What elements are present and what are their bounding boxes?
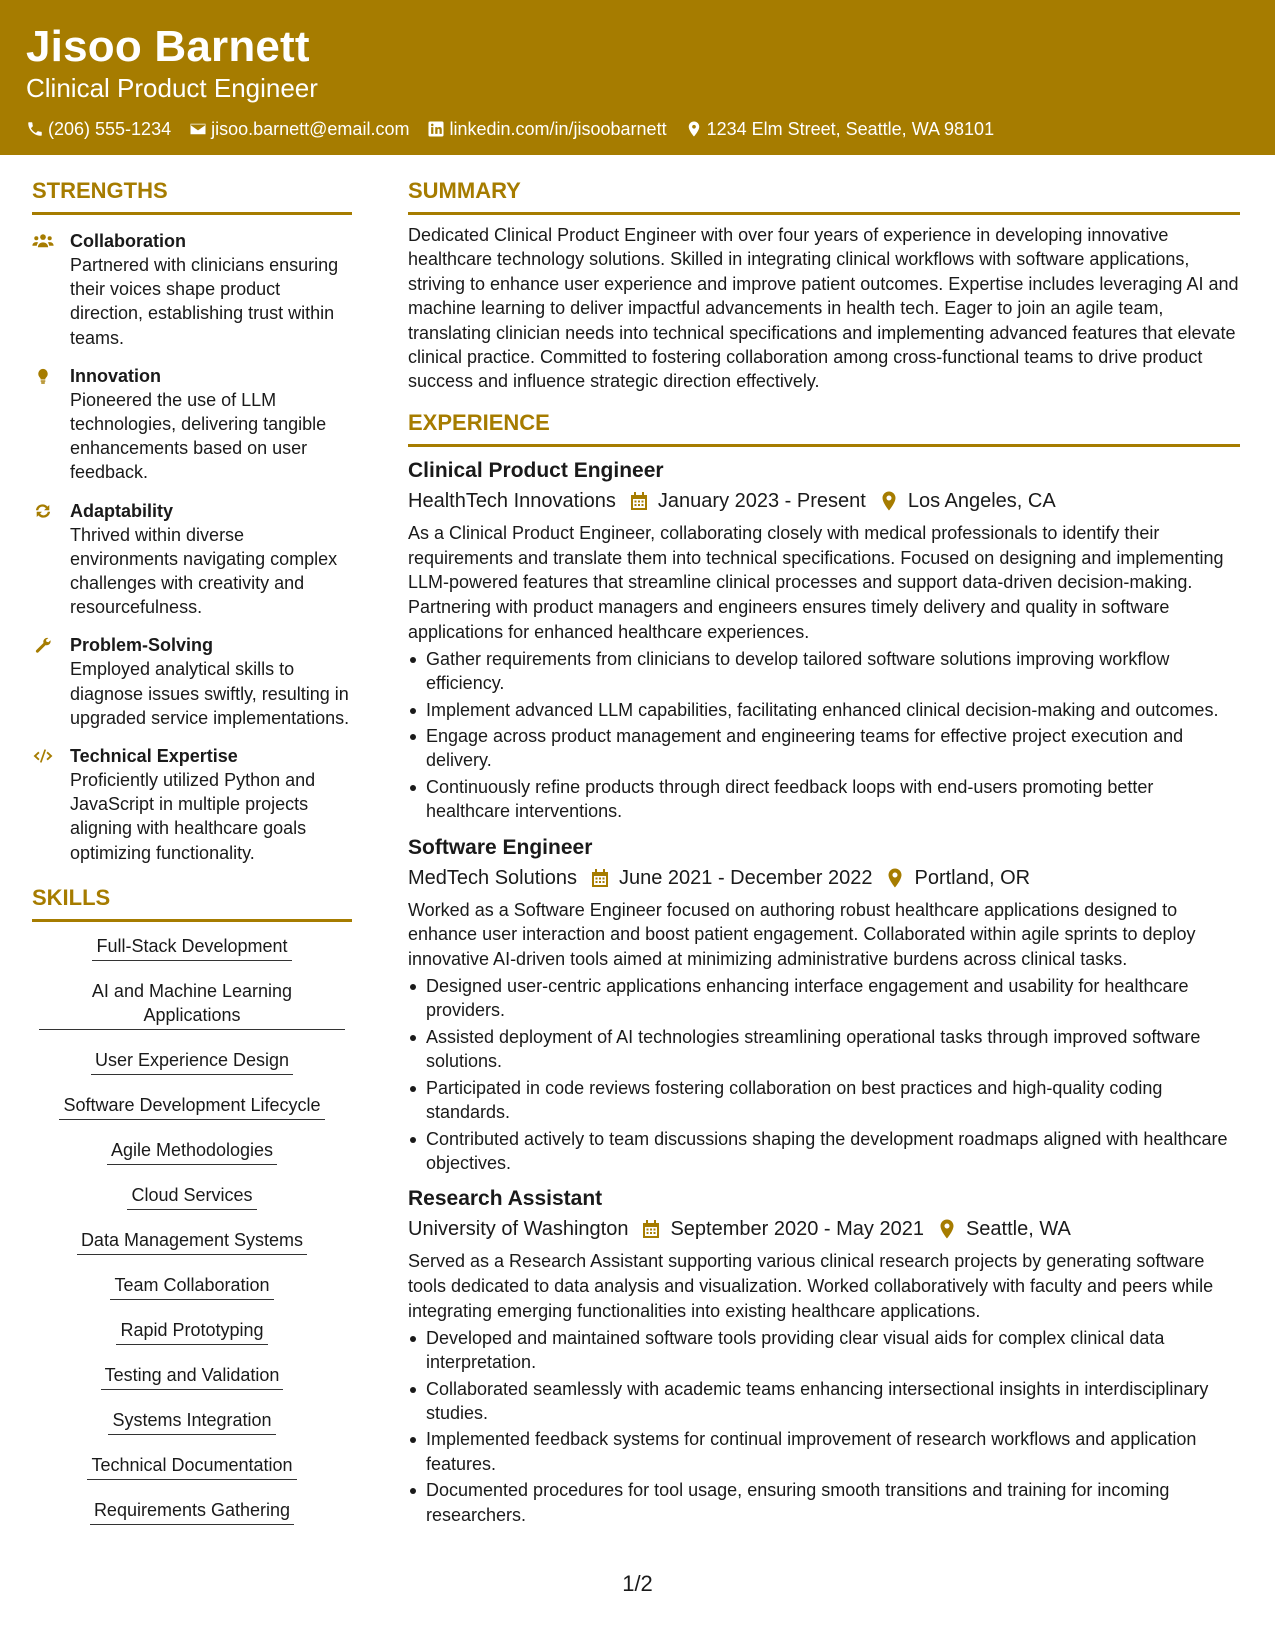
skill-tag: Rapid Prototyping: [116, 1318, 267, 1345]
job-meta: [408, 487, 1240, 515]
job-company: University of Washington: [408, 1218, 629, 1241]
skill-tag: AI and Machine Learning Applications: [39, 979, 345, 1030]
strength-item: [32, 633, 352, 730]
job-bullet: Continuously refine products through direct feedback loops with end-users promoting better healthcare interventions.: [408, 775, 1240, 824]
skill-tag: Technical Documentation: [87, 1453, 296, 1480]
contact-linkedin[interactable]: [427, 118, 666, 140]
map-pin-icon: [938, 1219, 956, 1239]
job-description: Served as a Research Assistant supporting various clinical research projects by generating software tools dedicated to data analysis and visualization. Worked collaboratively with faculty and peers while integrating emerging functionalities into existing healthcare applications.: [408, 1251, 1214, 1321]
skills-heading: SKILLS: [32, 883, 352, 922]
strength-item: [32, 229, 352, 350]
job-description: As a Clinical Product Engineer, collaborating closely with medical professionals to identify their requirements and translate them into technical specifications. Focused on designing and implementing LLM-powered features that streamline clinical processes and support data-driven decision-making. Partnering with product managers and engineers ensures timely delivery and quality in software applications for enhanced healthcare experiences.: [408, 522, 1224, 643]
envelope-icon: [189, 120, 207, 138]
job-bullets: [408, 1326, 1240, 1527]
skill-tag: Systems Integration: [108, 1408, 275, 1435]
skill-tag: Agile Methodologies: [107, 1138, 277, 1165]
job-dates: September 2020 - May 2021: [670, 1218, 924, 1241]
left-column: [32, 176, 352, 1543]
skill-tag: Testing and Validation: [101, 1363, 284, 1390]
strength-item: [32, 744, 352, 865]
job-bullets: [408, 647, 1240, 824]
job-title: Clinical Product Engineer: [408, 458, 664, 482]
job-bullet: Participated in code reviews fostering collaboration on best practices and high-quality coding standards.: [408, 1076, 1240, 1125]
strength-title: Technical Expertise: [70, 746, 238, 767]
job-bullet: Designed user-centric applications enhancing interface engagement and usability for healthcare providers.: [408, 974, 1240, 1023]
page-number: 1/2: [622, 1571, 653, 1596]
wrench-icon: [32, 635, 54, 655]
strength-title: Problem-Solving: [70, 635, 214, 656]
users-icon: [32, 231, 54, 251]
skills-list: [32, 934, 352, 1543]
contact-address-text: 1234 Elm Street, Seattle, WA 98101: [706, 119, 995, 139]
job-bullets: [408, 974, 1240, 1175]
calendar-icon: [630, 491, 648, 511]
job-location: Los Angeles, CA: [907, 489, 1056, 512]
job-title: Research Assistant: [408, 1187, 603, 1211]
job-bullet: Implement advanced LLM capabilities, facilitating enhanced clinical decision-making and outcomes.: [408, 698, 1240, 722]
job-dates: June 2021 - December 2022: [618, 866, 873, 889]
strengths-heading: STRENGTHS: [32, 176, 352, 215]
lightbulb-icon: [32, 366, 54, 386]
experience-heading: EXPERIENCE: [408, 408, 1240, 447]
contact-email-text: jisoo.barnett@email.com: [211, 119, 410, 139]
candidate-role: Clinical Product Engineer: [26, 73, 318, 103]
summary-heading: SUMMARY: [408, 176, 1240, 215]
skill-tag: Software Development Lifecycle: [59, 1093, 324, 1120]
strength-title: Adaptability: [70, 500, 174, 521]
contact-phone[interactable]: [26, 118, 171, 140]
job-bullet: Documented procedures for tool usage, ensuring smooth transitions and training for incoming researchers.: [408, 1478, 1240, 1527]
job-bullet: Contributed actively to team discussions shaping the development roadmaps aligned with healthcare objectives.: [408, 1127, 1240, 1176]
job-company: HealthTech Innovations: [408, 489, 616, 512]
skill-tag: Requirements Gathering: [90, 1498, 294, 1525]
strength-desc: Employed analytical skills to diagnose issues swiftly, resulting in upgraded service implementations.: [70, 659, 350, 728]
job-bullet: Collaborated seamlessly with academic teams enhancing intersectional insights in interdisciplinary studies.: [408, 1377, 1240, 1426]
contact-phone-text: (206) 555-1234: [48, 119, 172, 139]
skill-tag: Cloud Services: [127, 1183, 256, 1210]
contact-email[interactable]: [189, 118, 409, 140]
job-bullet: Developed and maintained software tools providing clear visual aids for complex clinical data interpretation.: [408, 1326, 1240, 1375]
right-column: [408, 176, 1240, 1529]
job-bullet: Assisted deployment of AI technologies streamlining operational tasks through improved software solutions.: [408, 1025, 1240, 1074]
job-bullet: Engage across product management and engineering teams for effective project execution and delivery.: [408, 724, 1240, 773]
summary-text: Dedicated Clinical Product Engineer with over four years of experience in developing innovative healthcare technology solutions. Skilled in integrating clinical workflows with software applications, striving to enhance user experience and improve patient outcomes. Expertise includes leveraging AI and machine learning to deliver impactful advancements in health tech. Eager to join an agile team, translating clinician needs into technical specifications and implementing advanced features that elevate clinical practice. Committed to fostering collaboration among cross-functional teams to drive product success and influence strategic direction effectively.: [408, 225, 1239, 392]
job-entry: [408, 457, 1240, 824]
calendar-icon: [591, 868, 609, 888]
strength-desc: Partnered with clinicians ensuring their voices shape product direction, establishing trust within teams.: [70, 255, 339, 348]
job-dates: January 2023 - Present: [657, 489, 866, 512]
job-bullet: Gather requirements from clinicians to develop tailored software solutions improving workflow efficiency.: [408, 647, 1240, 696]
strength-item: [32, 364, 352, 485]
strength-desc: Pioneered the use of LLM technologies, delivering tangible enhancements based on user feedback.: [70, 389, 327, 483]
contact-linkedin-text: linkedin.com/in/jisoobarnett: [449, 119, 667, 139]
map-pin-icon: [685, 120, 703, 138]
code-icon: [32, 746, 54, 766]
job-entry: [408, 1185, 1240, 1527]
skill-tag: Team Collaboration: [110, 1273, 273, 1300]
map-pin-icon: [880, 491, 898, 511]
strength-desc: Proficiently utilized Python and JavaScript in multiple projects aligning with healthcare goals optimizing functionality.: [70, 770, 316, 863]
strength-desc: Thrived within diverse environments navigating complex challenges with creativity and resourcefulness.: [70, 524, 338, 618]
skill-tag: Data Management Systems: [77, 1228, 307, 1255]
strength-title: Collaboration: [70, 231, 186, 251]
job-description: Worked as a Software Engineer focused on authoring robust healthcare applications designed to enhance user interaction and boost patient engagement. Collaborated within agile sprints to deploy innovative AI-driven tools aimed at minimizing administrative burdens across clinical tasks.: [408, 899, 1196, 970]
job-meta: [408, 864, 1240, 892]
job-location: Portland, OR: [914, 866, 1031, 889]
job-title: Software Engineer: [408, 835, 593, 859]
linkedin-icon: [427, 120, 445, 138]
skill-tag: User Experience Design: [91, 1048, 293, 1075]
strength-title: Innovation: [70, 365, 161, 386]
sync-icon: [32, 501, 54, 521]
resume-header: [0, 0, 1275, 155]
job-location: Seattle, WA: [965, 1218, 1071, 1241]
strength-item: [32, 499, 352, 620]
phone-icon: [26, 120, 44, 138]
job-entry: [408, 834, 1240, 1176]
contact-bar: [26, 118, 1249, 140]
calendar-icon: [642, 1219, 660, 1239]
skill-tag: Full-Stack Development: [92, 934, 291, 961]
contact-address: [685, 118, 995, 140]
job-meta: [408, 1215, 1240, 1243]
map-pin-icon: [886, 868, 904, 888]
candidate-name: Jisoo Barnett: [26, 22, 310, 71]
job-bullet: Implemented feedback systems for continual improvement of research workflows and application features.: [408, 1427, 1240, 1476]
job-company: MedTech Solutions: [408, 866, 577, 889]
